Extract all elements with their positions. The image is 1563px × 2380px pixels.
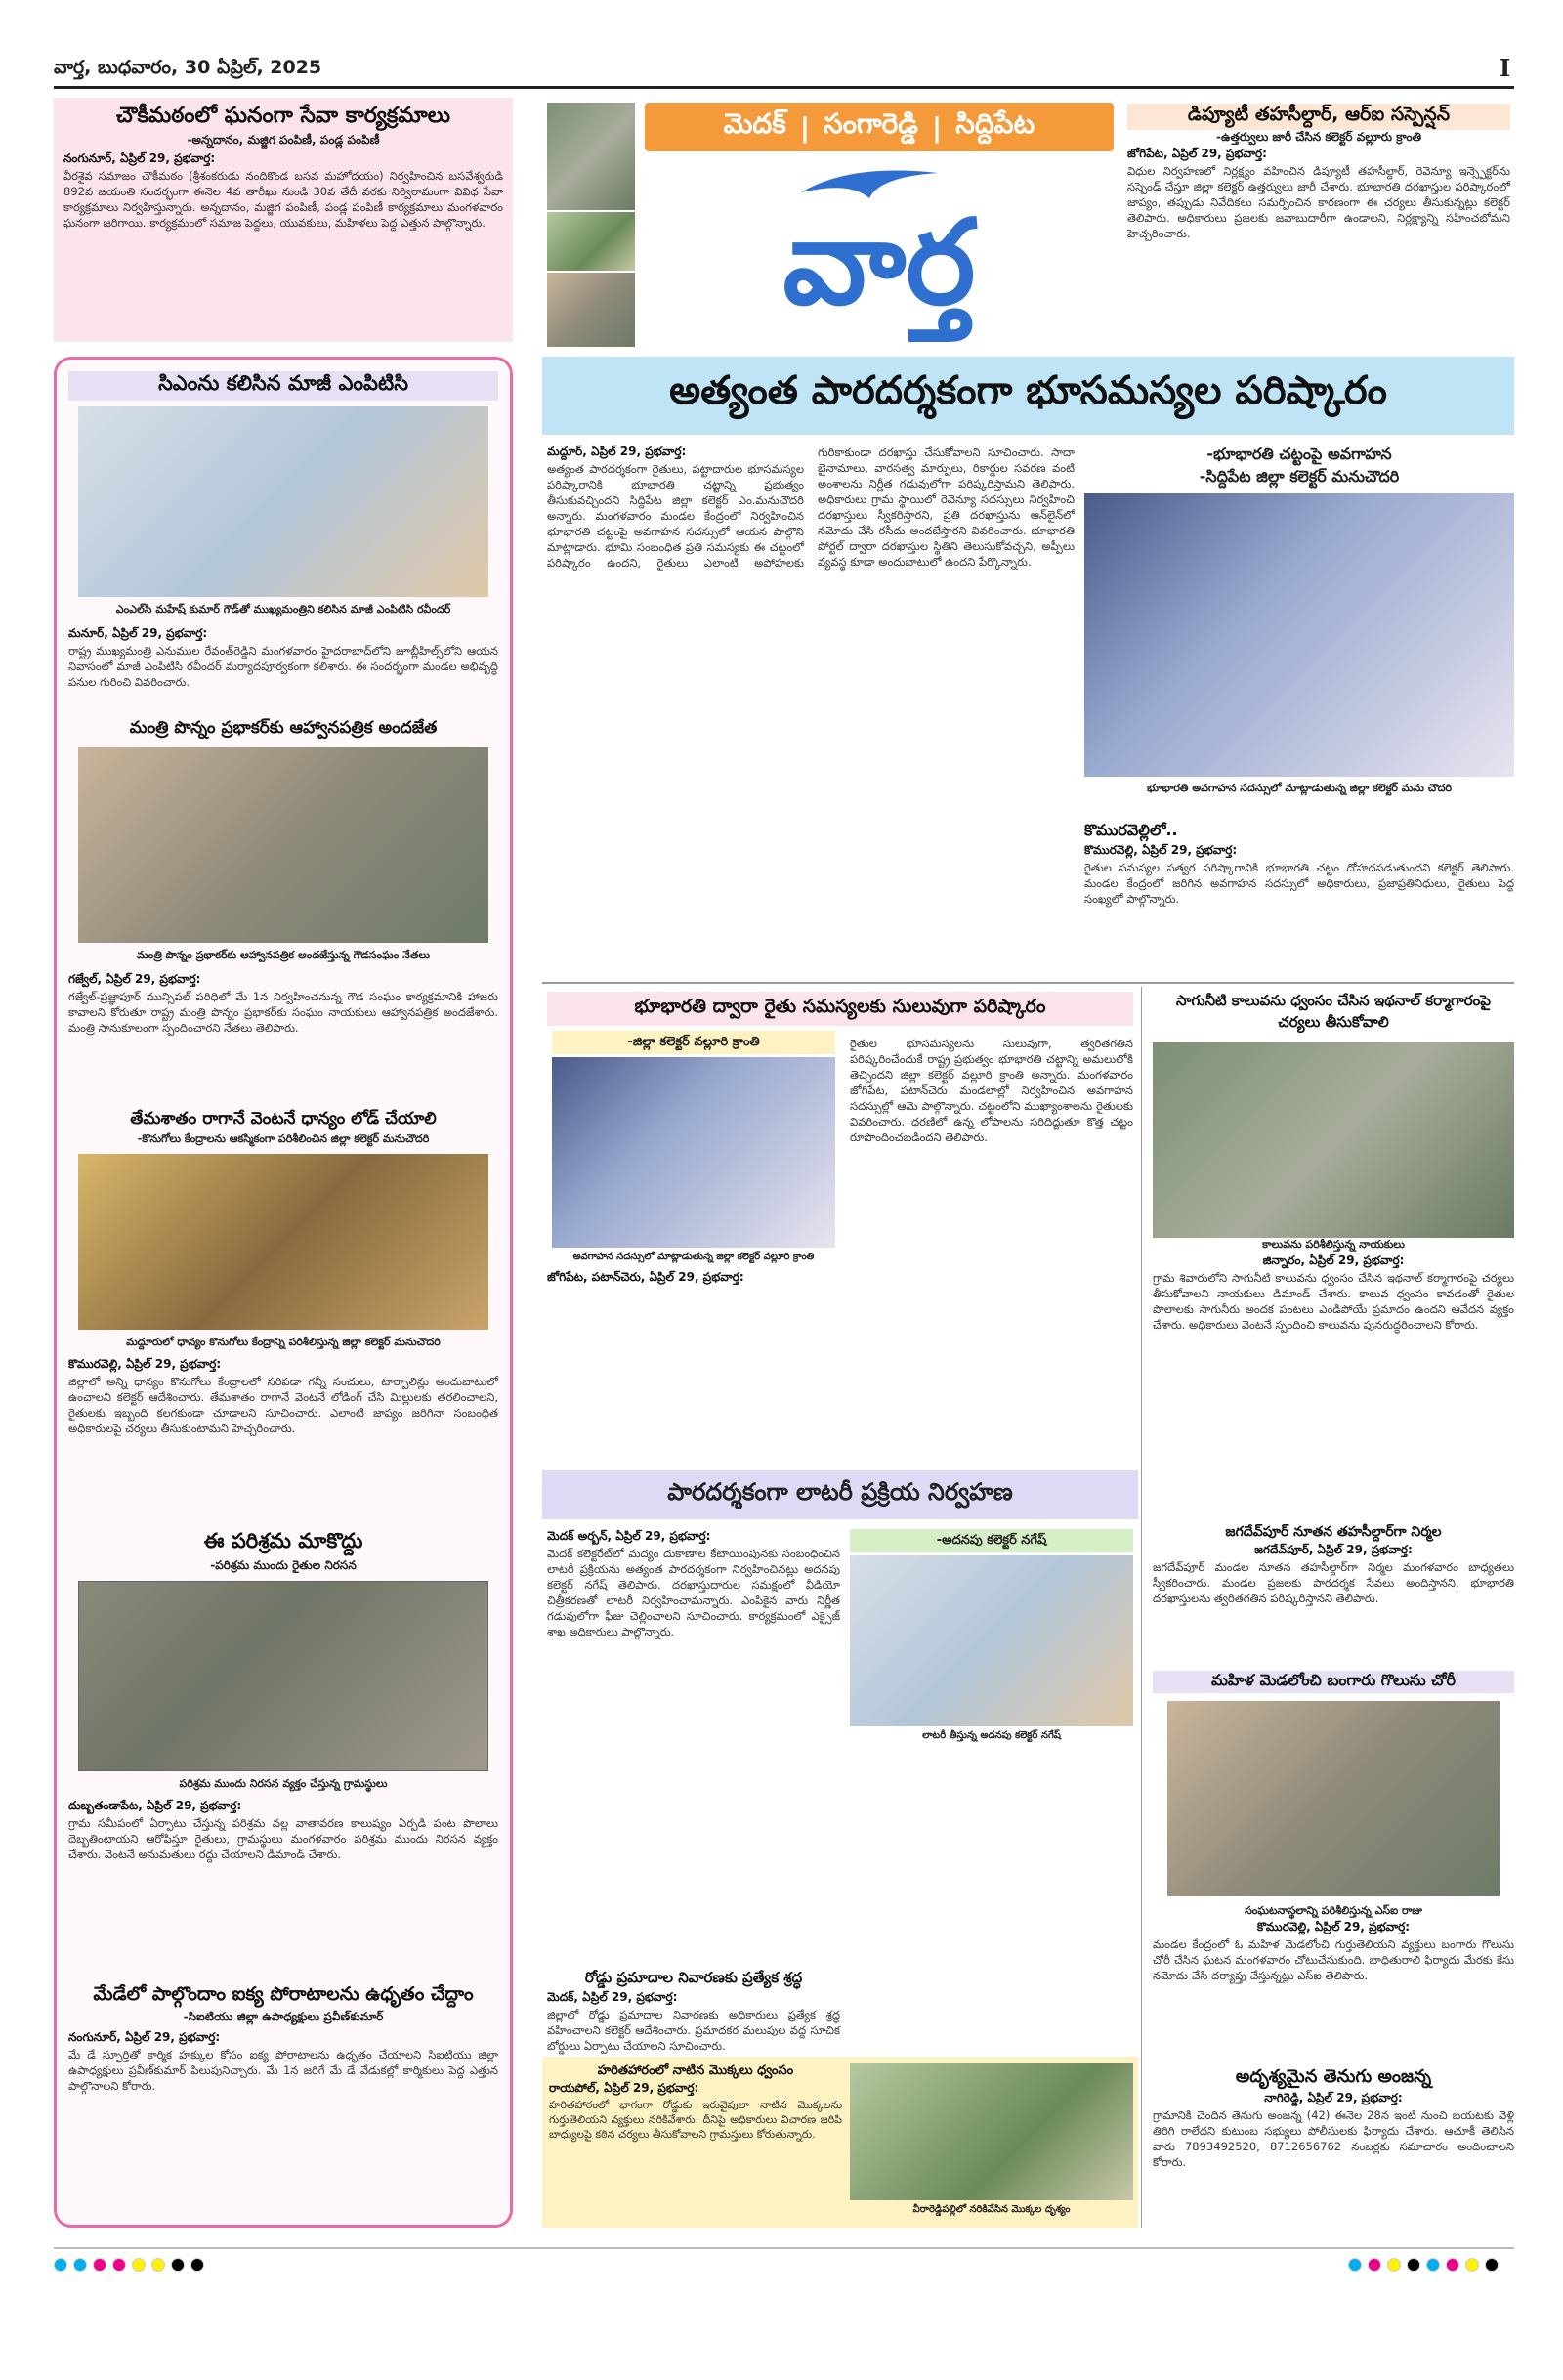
article-body: రైతుల భూసమస్యలను సులువుగా, త్వరితగతిన పరిష్కరించేందుకే రాష్ట్ర ప్రభుత్వం భూభారతి చట్టాన్ని అమలులోకి తెచ్చిందని జిల్లా కలెక్టర్ వల్లూరి క్రాంతి అన్నారు. మంగళవారం జోగిపేట, పటాన్‌చెరు మండలాల్లో నిర్వహించిన అవగాహన సదస్సుల్లో ఆమె పాల్గొన్నారు. చట్టంలోని ముఖ్యాంశాలను రైతులకు వివరించారు. ధరణిలో ఉన్న లోపాలను సరిదిద్దుతూ కొత్త చట్టం రూపొందించబడిందని తెలిపారు.	[850, 1037, 1133, 1144]
article-may-day	[68, 1983, 498, 2094]
headline: సాగునీటి కాలువను ధ్వంసం చేసిన ఇథనాల్ కర్మాగారంపై చర్యలు తీసుకోవాలి	[1176, 992, 1491, 1031]
district-photo-1	[547, 103, 635, 210]
lottery-headline-bar	[542, 1470, 1138, 1519]
headline: చౌకీమఠంలో ఘనంగా సేవా కార్యక్రమాలు	[116, 104, 450, 128]
subheadline: -పరిశ్రమ ముందు రైతుల నిరసన	[210, 1558, 357, 1572]
headline: రోడ్డు ప్రమాదాల నివారణకు ప్రత్యేక శ్రద్ధ	[584, 1969, 803, 1986]
subheadline: -సిఐటియు జిల్లా ఉపాధ్యక్షులు ప్రవీణ్‌కుమార్	[183, 2010, 384, 2023]
subheadline-1: -భూభారతి చట్టంపై అవగాహన	[1206, 445, 1392, 463]
article-body: మే డే స్ఫూర్తితో కార్మిక హక్కుల కోసం ఐక్య పోరాటాలను ఉధృతం చేయాలని సిఐటియు జిల్లా ఉపాధ్యక్షులు ప్రవీణ్‌కుమార్ పిలుపునిచ్చారు. మే 1న జరిగే మే డే వేడుకల్లో కార్మికులు పెద్ద ఎత్తున పాల్గొనాలని కోరారు.	[68, 2048, 498, 2093]
dateline: కొమురవెల్లి, ఏప్రిల్ 29, ప్రభవార్త:	[68, 1357, 222, 1371]
dateline: మెదక్ అర్బన్, ఏప్రిల్ 29, ప్రభవార్త:	[547, 1529, 711, 1543]
article-saplings-text	[549, 2063, 842, 2142]
dateline: కొమురవెల్లి, ఏప్రిల్ 29, ప్రభవార్త:	[1256, 1920, 1411, 1934]
article-body: అత్యంత పారదర్శకంగా రైతులు, పట్టాదారుల భూసమస్యల పరిష్కారానికి భూభారతి చట్టాన్ని ప్రభుత్వం తీసుకువచ్చిందని సిద్దిపేట జిల్లా కలెక్టర్ ఎం.మనుచౌదరి అన్నారు. మంగళవారం మండల కేంద్రంలో నిర్వహించిన భూభారతి చట్టంపై అవగాహన సదస్సులో ఆయన పాల్గొని మాట్లాడారు. భూమి సంబంధిత ప్రతి సమస్యకు ఈ చట్టంలో పరిష్కారం ఉందని, రైతులు ఎలాంటి అపోహలకు గురికాకుండా దరఖాస్తు చేసుకోవాలని సూచించారు. సాదా బైనామాలు, వారసత్వ మార్పులు, రికార్డుల సవరణ వంటి అంశాలను నిర్ణీత గడువులోగా పరిష్కరిస్తామని తెలిపారు. అధికారులు గ్రామ స్థాయిలో రెవెన్యూ సదస్సులు నిర్వహించి దరఖాస్తులు స్వీకరిస్తారని, ప్రతి దరఖాస్తును ఆన్‌లైన్‌లో నమోదు చేసి రసీదు అందజేస్తారని వివరించారు. భూభారతి పోర్టల్ ద్వారా దరఖాస్తుల స్థితిని తెలుసుకోవచ్చని, అప్పీలు వ్యవస్థ కూడా అందుబాటులో ఉందని పేర్కొన్నారు.	[547, 446, 1075, 570]
article-body-block	[547, 1270, 840, 1287]
article-missing-person	[1153, 2066, 1514, 2170]
dateline: కొమురవెల్లి, ఏప్రిల్ 29, ప్రభవార్త:	[1084, 843, 1238, 857]
subheadline-box: -జిల్లా కలెక్టర్ వల్లూరి క్రాంతి	[552, 1031, 835, 1054]
dateline: మనూర్, ఏప్రిల్ 29, ప్రభవార్త:	[68, 626, 208, 640]
column-rule	[1141, 987, 1142, 2228]
subheadline-box: -అదనపు కలెక్టర్ నగేష్	[850, 1529, 1133, 1552]
dateline: నాగిరెడ్డి, ఏప్రిల్ 29, ప్రభవార్త:	[1264, 2091, 1403, 2104]
article-canal-damage	[1153, 992, 1514, 1333]
headline: ఈ పరిశ్రమ మాకొద్దు	[203, 1529, 363, 1552]
registration-dot	[1407, 2258, 1420, 2272]
dateline: జిన్నారం, ఏప్రిల్ 29, ప్రభవార్త:	[1262, 1254, 1405, 1267]
headline: మంత్రి పొన్నం ప్రభాకర్‌కు ఆహ్వానపత్రిక అందజేత	[129, 718, 438, 738]
divider: |	[932, 110, 943, 144]
photo-cm-meeting	[78, 406, 488, 597]
photo-caption: పరిశ్రమ ముందు నిరసన వ్యక్తం చేస్తున్న గ్రామస్థులు	[179, 1777, 388, 1790]
dateline: జగదేవ్‌పూర్, ఏప్రిల్ 29, ప్రభవార్త:	[1254, 1543, 1413, 1556]
dateline: గజ్వేల్, ఏప్రిల్ 29, ప్రభవార్త:	[68, 972, 201, 986]
headline: సిఎంను కలిసిన మాజీ ఎంపిటిసి	[68, 371, 498, 401]
subheadline-2: -సిద్దిపేట జిల్లా కలెక్టర్ మనుచౌదరి	[1199, 467, 1400, 486]
article-body: జగదేవ్‌పూర్ మండల నూతన తహసీల్దార్‌గా నిర్మల మంగళవారం బాధ్యతలు స్వీకరించారు. మండల ప్రజలకు పారదర్శక సేవలు అందిస్తానని, భూభారతి దరఖాస్తులను త్వరితగతిన పరిష్కరిస్తానని తెలిపారు.	[1153, 1560, 1514, 1605]
dateline: మద్దూర్, ఏప్రిల్ 29, ప్రభవార్త:	[547, 445, 687, 458]
article-body: గ్రామ శివారులోని సాగునీటి కాలువను ధ్వంసం చేసిన ఇథనాల్ కర్మాగారంపై చర్యలు తీసుకోవాలని నాయకులు డిమాండ్ చేశారు. కాలువ ధ్వంసం కావడంతో రైతుల పొలాలకు సాగునీరు అందక పంటలు ఎండిపోయే ప్రమాదం ఉందని ఆవేదన వ్యక్తం చేశారు. అధికారులు వెంటనే స్పందించి కాలువను పునరుద్ధరించాలని కోరారు.	[1153, 1271, 1514, 1332]
photo-minister	[78, 747, 488, 943]
photo-caption: కాలువను పరిశీలిస్తున్న నాయకులు	[1262, 1238, 1405, 1251]
dateline: నంగునూర్, ఏప్రిల్ 29, ప్రభవార్త:	[68, 2030, 221, 2044]
article-body: గజ్వేల్-ప్రజ్ఞాపూర్ మున్సిపల్ పరిధిలో మే 1న నిర్వహించనున్న గౌడ సంఘం కార్యక్రమానికి హాజరు కావాలని కోరుతూ రాష్ట్ర మంత్రి పొన్నం ప్రభాకర్‌కు సంఘం నాయకులు ఆహ్వానపత్రిక అందజేశారు. మంత్రి సానుకూలంగా స్పందించారని నేతలు తెలిపారు.	[68, 990, 498, 1035]
footer-rule	[54, 2247, 1514, 2249]
article-new-tahsildar	[1153, 1524, 1514, 1606]
article-lottery-body	[547, 1529, 840, 1959]
headline: డిప్యూటీ తహసీల్దార్, ఆర్ఐ సస్పెన్షన్	[1127, 104, 1510, 130]
registration-marks-right	[1348, 2257, 1504, 2275]
registration-dot	[1348, 2258, 1362, 2272]
headline: జగదేవ్‌పూర్ నూతన తహసీల్దార్‌గా నిర్మల	[1225, 1524, 1442, 1540]
dateline: రాయపోల్, ఏప్రిల్ 29, ప్రభవార్త:	[549, 2081, 699, 2095]
photo-caption: సంఘటనాస్థలాన్ని పరిశీలిస్తున్న ఎస్‌ఐ రాజు	[1245, 1904, 1422, 1917]
photo-protest	[78, 1581, 488, 1771]
headline: భూభారతి ద్వారా రైతు సమస్యలకు సులువుగా పరిష్కారం	[547, 992, 1133, 1026]
article-body: గ్రామ సమీపంలో ఏర్పాటు చేస్తున్న పరిశ్రమ వల్ల వాతావరణ కాలుష్యం ఏర్పడి పంట పొలాలు దెబ్బతింటాయని ఆరోపిస్తూ రైతులు, గ్రామస్థులు మంగళవారం పరిశ్రమ ముందు నిరసన వ్యక్తం చేశారు. వెంటనే అనుమతులు రద్దు చేయాలని డిమాండ్ చేశారు.	[68, 1816, 498, 1861]
article-body: జిల్లాలో రోడ్డు ప్రమాదాల నివారణకు అధికారులు ప్రత్యేక శ్రద్ధ వహించాలని కలెక్టర్ ఆదేశించారు. ప్రమాదకర మలుపుల వద్ద సూచిక బోర్డులు ఏర్పాటు చేయాలని సూచించారు.	[547, 2008, 840, 2053]
photo-bhubharati-meeting	[1084, 493, 1514, 777]
photo-caption: అవగాహన సదస్సులో మాట్లాడుతున్న జిల్లా కలెక్టర్ వల్లూరి క్రాంతి	[572, 1252, 815, 1262]
registration-dot	[1465, 2258, 1479, 2272]
headline: మహిళ మెడలోంచి బంగారు గొలుసు చోరీ	[1153, 1671, 1514, 1693]
dateline: జోగిపేట, ఏప్రిల్ 29, ప్రభవార్త:	[1127, 147, 1267, 160]
article-body: రైతుల సమస్యల సత్వర పరిష్కారానికి భూభారతి చట్టం దోహదపడుతుందని కలెక్టర్ తెలిపారు. మండల కేంద్రంలో జరిగిన అవగాహన సదస్సులో అధికారులు, ప్రజాప్రతినిధులు, రైతులు పెద్ద సంఖ్యలో పాల్గొన్నారు.	[1084, 861, 1514, 906]
registration-dot	[93, 2258, 106, 2272]
article-grain-loading	[68, 1109, 498, 1436]
article-body: మండల కేంద్రంలో ఓ మహిళ మెడలోంచి గుర్తుతెలియని వ్యక్తులు బంగారు గొలుసు చోరీ చేసిన ఘటన మంగళవారం చోటుచేసుకుంది. బాధితురాలి ఫిర్యాదు మేరకు కేసు నమోదు చేసి దర్యాప్తు చేస్తున్నట్లు ఎస్‌ఐ తెలిపారు.	[1153, 1937, 1514, 1982]
headline: హరితహారంలో నాటిన మొక్కలు ధ్వంసం	[597, 2063, 794, 2078]
headline: పారదర్శకంగా లాటరీ ప్రక్రియ నిర్వహణ	[667, 1478, 1013, 1506]
registration-dot	[73, 2258, 87, 2272]
district-medak: మెదక్	[723, 107, 786, 140]
edition-banner	[547, 103, 1114, 347]
photo-caption: లాటరీ తీస్తున్న అదనపు కలెక్టర్ నగేష్	[922, 1730, 1061, 1741]
registration-dot	[1485, 2258, 1499, 2272]
article-body: హరితహారంలో భాగంగా రోడ్డుకు ఇరువైపులా నాటిన మొక్కలను గుర్తుతెలియని వ్యక్తులు నరికివేశారు. దీనిపై అధికారులు విచారణ జరిపి బాధ్యులపై కఠిన చర్యలు తీసుకోవాలని గ్రామస్తులు కోరుతున్నారు.	[549, 2099, 842, 2141]
dateline: దుబ్బతండాపేట, ఏప్రిల్ 29, ప్రభవార్త:	[68, 1799, 242, 1812]
page-number: I	[1500, 54, 1511, 82]
subheadline: -కొనుగోలు కేంద్రాలను ఆకస్మికంగా పరిశీలించిన జిల్లా కలెక్టర్ మనుచౌదరి	[137, 1132, 430, 1145]
registration-marks-left	[54, 2257, 210, 2275]
article-body: మెదక్ కలెక్టరేట్‌లో మద్యం దుకాణాల కేటాయింపునకు సంబంధించిన లాటరీ ప్రక్రియను అత్యంత పారదర్శకంగా నిర్వహించినట్లు అదనపు కలెక్టర్ నగేష్ తెలిపారు. దరఖాస్తుదారుల సమక్షంలో వీడియో చిత్రీకరణతో లాటరీ నిర్వహించామన్నారు. ఎంపికైన వారు నిర్ణీత గడువులోగా ఫీజు చెల్లించాలని సూచించారు. కార్యక్రమంలో ఎక్సైజ్ శాఖ అధికారులు పాల్గొన్నారు.	[547, 1547, 840, 1638]
photo-saplings	[850, 2063, 1133, 2200]
masthead-date: వార్త, బుధవారం, 30 ఏప్రిల్, 2025	[54, 57, 322, 78]
subheadline: -అన్నదానం, మజ్జిగ పంపిణీ, పండ్ల పంపిణీ	[187, 133, 380, 147]
photo-canal	[1153, 1042, 1514, 1238]
article-body: విధుల నిర్వహణలో నిర్లక్ష్యం వహించిన డిప్యూటీ తహసీల్దార్, రెవెన్యూ ఇన్స్పెక్టర్‌ను సస్పెండ్ చేస్తూ జిల్లా కలెక్టర్ ఉత్తర్వులు జారీ చేశారు. భూభారతి దరఖాస్తుల పరిష్కారంలో జాప్యం, తప్పుడు నివేదికలు సమర్పించిన కారణంగా ఈ చర్యలు తీసుకున్నట్లు కలెక్టర్ తెలిపారు. అధికారులు ప్రజలకు జవాబుదారీగా ఉండాలని, నిర్లక్ష్యాన్ని సహించబోమని హెచ్చరించారు.	[1127, 164, 1510, 240]
article-meets-cm	[68, 371, 498, 690]
registration-dot	[151, 2258, 165, 2272]
headline: తేమశాతం రాగానే వెంటనే ధాన్యం లోడ్ చేయాలి	[130, 1109, 437, 1128]
registration-dot	[1426, 2258, 1440, 2272]
district-sangareddy: సంగారెడ్డి	[824, 107, 919, 140]
masthead-rule	[54, 86, 1514, 89]
headline: కొమురవెల్లిలో..	[1084, 821, 1178, 839]
dateline: జోగిపేట, పటాన్‌చెరు, ఏప్రిల్ 29, ప్రభవార్త:	[547, 1270, 744, 1284]
district-siddipet: సిద్దిపేట	[955, 107, 1035, 140]
article-minister-invite	[68, 718, 498, 1036]
article-komuravelli	[1084, 801, 1514, 977]
lead-subheads	[1084, 445, 1514, 489]
lead-headline-bar	[542, 357, 1514, 435]
registration-dot	[190, 2258, 204, 2272]
photo-caption: మద్దూరులో ధాన్యం కొనుగోలు కేంద్రాన్ని పరిశీలిస్తున్న జిల్లా కలెక్టర్ మనుచౌదరి	[126, 1336, 441, 1348]
dateline: నంగునూర్, ఏప్రిల్ 29, ప్రభవార్త:	[63, 151, 216, 165]
photo-si-inspection	[1167, 1701, 1500, 1896]
photo-caption: భూభారతి అవగాహన సదస్సులో మాట్లాడుతున్న జిల్లా కలెక్టర్ మను చౌదరి	[1146, 782, 1453, 794]
photo-caption: మంత్రి పొన్నం ప్రభాకర్‌కు ఆహ్వానపత్రిక అందజేస్తున్న గౌడసంఘం నేతలు	[136, 949, 430, 961]
registration-dot	[1387, 2258, 1401, 2272]
article-body: గ్రామానికి చెందిన తెనుగు అంజన్న (42) ఈనెల 28న ఇంటి నుంచి బయటకు వెళ్లి తిరిగి రాలేదని కుటుంబ సభ్యులు పోలీసులకు ఫిర్యాదు చేశారు. ఆచూకీ తెలిసిన వారు 7893492520, 8712656762 నంబర్లకు సమాచారం అందించాలని కోరారు.	[1153, 2108, 1514, 2169]
district-photo-2	[547, 212, 635, 271]
divider: |	[799, 110, 811, 144]
article-chain-theft	[1153, 1671, 1514, 1983]
headline: అదృశ్యమైన తెనుగు అంజన్న	[1235, 2066, 1432, 2087]
dateline: మెదక్, ఏప్రిల్ 29, ప్రభవార్త:	[547, 1990, 678, 2004]
article-deputy-tahsildar	[1123, 98, 1514, 342]
article-body: వీరశైవ సమాజం చౌకీమఠం (శ్రీశంకరుడు నందికొండ బసవ మహోదయం) నిర్వహించిన బసవేశ్వరుడి 892వ జయంతి సందర్భంగా ఈనెల 4వ తారీఖు నుండి 30వ తేదీ వరకు నిర్విరామంగా వివిధ సేవా కార్యక్రమాలు నిర్వహిస్తున్నారు. అన్నదానం, మజ్జిగ పంపిణీ, పండ్ల పంపిణీ కార్యక్రమాలు మంగళవారం ఘనంగా జరిగాయి. కార్యక్రమంలో సమాజ పెద్దలు, యువకులు, మహిళలు పెద్ద ఎత్తున పాల్గొన్నారు.	[63, 169, 503, 230]
district-photo-3	[547, 273, 635, 347]
photo-caption: వీరారెడ్డిపల్లిలో నరికివేసిన మొక్కల దృశ్యం	[912, 2204, 1071, 2215]
article-road-safety	[547, 1969, 840, 2054]
article-industry-protest	[68, 1529, 498, 1862]
photo-caption: ఎంఎల్‌సి మహేష్ కుమార్ గౌడ్‌తో ముఖ్యమంత్రిని కలిసిన మాజీ ఎంపిటిసి రవీందర్	[115, 603, 451, 616]
article-body: జిల్లాలో అన్ని ధాన్యం కొనుగోలు కేంద్రాలలో సరిపడా గన్నీ సంచులు, టార్పాలిన్లు అందుబాటులో ఉంచాలని కలెక్టర్ ఆదేశించారు. తేమశాతం రాగానే వెంటనే లోడింగ్ చేసి మిల్లులకు తరలించాలని, రైతులకు ఇబ్బంది కలగకుండా చూడాలని సూచించారు. ఎలాంటి జాప్యం జరిగినా సంబంధిత అధికారులపై చర్యలు తీసుకుంటామని హెచ్చరించారు.	[68, 1375, 498, 1435]
registration-dot	[1368, 2258, 1381, 2272]
subheadline: -ఉత్తర్వులు జారీ చేసిన కలెక్టర్ వల్లూరు క్రాంతి	[1216, 130, 1421, 144]
article-lead-body	[547, 445, 1075, 977]
registration-dot	[1446, 2258, 1459, 2272]
registration-dot	[171, 2258, 185, 2272]
article-seva-programs	[54, 98, 513, 342]
district-names	[645, 103, 1114, 151]
photo-grain-centre	[78, 1154, 488, 1330]
registration-dot	[132, 2258, 146, 2272]
article-body: రాష్ట్ర ముఖ్యమంత్రి ఎనుముల రేవంత్‌రెడ్డిని మంగళవారం హైదరాబాద్‌లోని జూబ్లీహిల్స్‌లోని ఆయన నివాసంలో మాజీ ఎంపిటిసి రవీందర్ మర్యాదపూర్వకంగా కలిశారు. ఈ సందర్భంగా మండల అభివృద్ధి పనుల గురించి వివరించారు.	[68, 644, 498, 689]
headline: మేడేలో పాల్గొందాం ఐక్య పోరాటాలను ఉధృతం చేద్దాం	[93, 1983, 474, 2005]
varta-logo: వార్త	[782, 195, 976, 331]
registration-dot	[54, 2258, 67, 2272]
section-rule	[542, 982, 1514, 984]
article-bhubharati-sangareddy	[547, 992, 1133, 1026]
registration-dot	[112, 2258, 126, 2272]
headline: అత్యంత పారదర్శకంగా భూసమస్యల పరిష్కారం	[669, 368, 1387, 413]
photo-lottery	[850, 1555, 1133, 1726]
photo-collector-kranti	[552, 1057, 835, 1248]
